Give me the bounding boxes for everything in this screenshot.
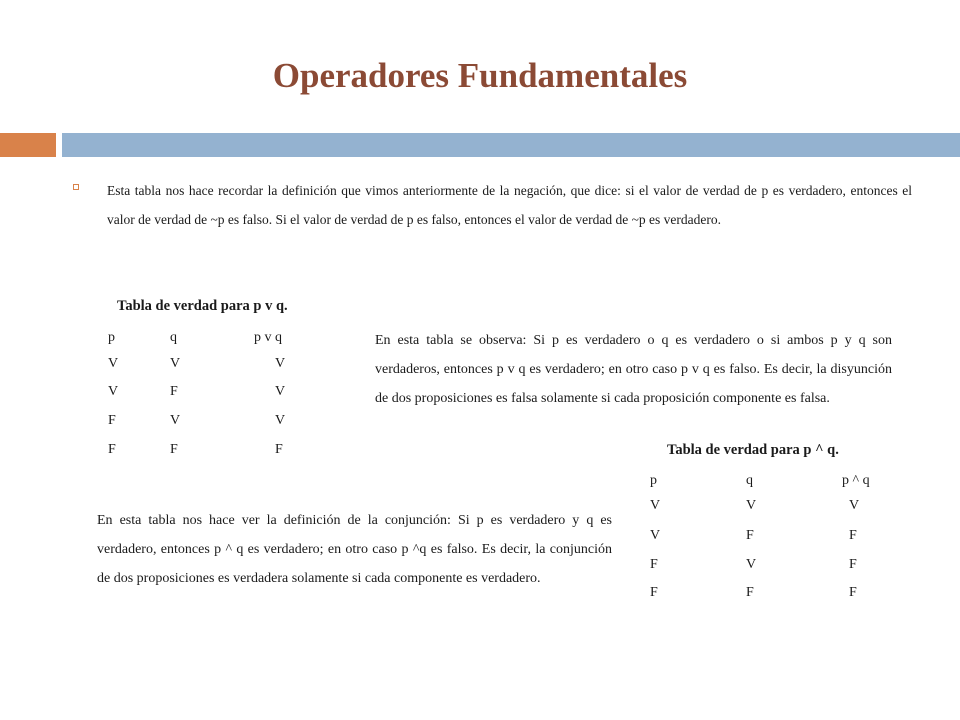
- and-cell: V: [746, 557, 757, 572]
- and-cell: F: [650, 585, 658, 600]
- and-cell: V: [650, 498, 661, 513]
- or-cell: F: [108, 442, 116, 457]
- or-header-pvq: p v q: [254, 330, 282, 345]
- and-cell: F: [746, 528, 754, 543]
- accent-bar-orange: [0, 133, 56, 157]
- and-cell: F: [849, 528, 857, 543]
- and-cell: V: [650, 528, 661, 543]
- or-cell: F: [275, 442, 283, 457]
- and-explanation-text: En esta tabla nos hace ver la definición de la conjunción: Si p es verdadero y q es verdadero, entonces p ^ q es verdadero; en otro caso p ^q es falso. Es decir, la conjunción de dos proposiciones es verdadera solamente si cada componente es verdadero.: [97, 513, 612, 586]
- and-cell: F: [650, 557, 658, 572]
- or-cell: V: [170, 356, 181, 371]
- or-cell: V: [108, 356, 119, 371]
- or-header-p: p: [108, 330, 115, 345]
- and-table-caption: Tabla de verdad para p ^ q.: [667, 442, 839, 458]
- and-cell: F: [849, 585, 857, 600]
- and-cell: F: [849, 557, 857, 572]
- or-cell: F: [108, 413, 116, 428]
- accent-bar-blue: [62, 133, 960, 157]
- negation-bullet-text: Esta tabla nos hace recordar la definición que vimos anteriormente de la negación, que dice: si el valor de verdad de p es verdadero, entonces el valor de verdad de ~p es falso. Si el valor de verdad de p es falso, entonces el valor de verdad de ~p es verdadero.: [107, 183, 912, 227]
- or-cell: V: [108, 384, 119, 399]
- or-cell: V: [275, 356, 286, 371]
- and-header-pandq: p ^ q: [842, 473, 870, 488]
- and-header-q: q: [746, 473, 753, 488]
- or-table-caption: Tabla de verdad para p v q.: [117, 298, 288, 314]
- square-bullet-icon: [73, 184, 79, 190]
- or-cell: F: [170, 384, 178, 399]
- slide-title: Operadores Fundamentales: [272, 56, 688, 95]
- and-cell: V: [746, 498, 757, 513]
- and-cell: F: [746, 585, 754, 600]
- or-cell: V: [275, 384, 286, 399]
- or-explanation-text: En esta tabla se observa: Si p es verdadero o q es verdadero o si ambos p y q son verdaderos, entonces p v q es verdadero; en otro caso p v q es falso. Es decir, la disyunción de dos proposiciones es falsa solamente si cada proposición componente es falsa.: [375, 333, 892, 406]
- or-cell: V: [275, 413, 286, 428]
- and-header-p: p: [650, 473, 657, 488]
- and-cell: V: [849, 498, 860, 513]
- or-cell: F: [170, 442, 178, 457]
- or-header-q: q: [170, 330, 177, 345]
- or-cell: V: [170, 413, 181, 428]
